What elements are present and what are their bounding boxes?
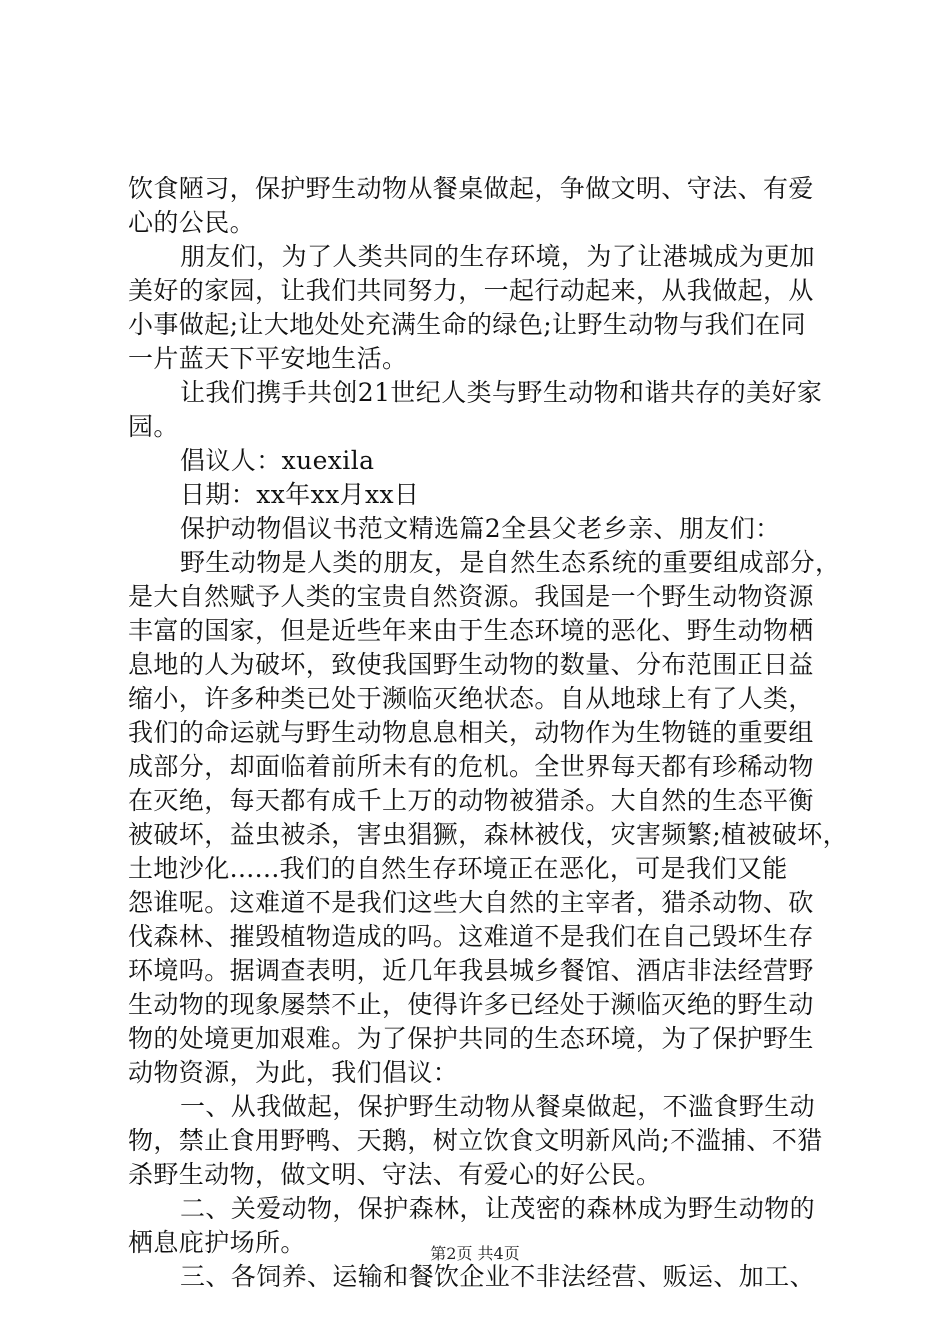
signatory-line: 倡议人：xuexila — [180, 446, 375, 475]
text-line: 杀野生动物，做文明、守法、有爱心的好公民。 — [128, 1160, 662, 1189]
text-line: 生动物的现象屡禁不止，使得许多已经处于濒临灭绝的野生动 — [128, 990, 814, 1019]
text-line: 美好的家园，让我们共同努力，一起行动起来，从我做起，从 — [128, 276, 814, 305]
text-line: 息地的人为破坏，致使我国野生动物的数量、分布范围正日益 — [128, 650, 814, 679]
text-line: 被破坏，益虫被杀，害虫猖獗，森林被伐，灾害频繁;植被破坏， — [128, 820, 849, 849]
page-footer — [0, 1243, 950, 1265]
text-line: 二、关爱动物，保护森林，让茂密的森林成为野生动物的 — [180, 1194, 816, 1223]
text-line: 小事做起;让大地处处充满生命的绿色;让野生动物与我们在同 — [128, 310, 807, 339]
text-line: 三、各饲养、运输和餐饮企业不非法经营、贩运、加工、 — [180, 1262, 816, 1291]
section-heading: 保护动物倡议书范文精选篇2全县父老乡亲、朋友们： — [180, 514, 781, 543]
text-line: 是大自然赋予人类的宝贵自然资源。我国是一个野生动物资源 — [128, 582, 814, 611]
page-number: 第2页 共4页 — [430, 1244, 520, 1263]
text-line: 缩小，许多种类已处于濒临灭绝状态。自从地球上有了人类， — [128, 684, 814, 713]
text-line: 栖息庇护场所。 — [128, 1228, 306, 1257]
text-line: 一片蓝天下平安地生活。 — [128, 344, 408, 373]
text-line: 土地沙化......我们的自然生存环境正在恶化，可是我们又能 — [128, 854, 788, 883]
text-line: 动物资源，为此，我们倡议： — [128, 1058, 459, 1087]
text-line: 野生动物是人类的朋友，是自然生态系统的重要组成部分， — [180, 548, 841, 577]
text-line: 在灭绝，每天都有成千上万的动物被猎杀。大自然的生态平衡 — [128, 786, 814, 815]
text-line: 饮食陋习，保护野生动物从餐桌做起，争做文明、守法、有爱 — [128, 174, 814, 203]
text-line: 伐森林、摧毁植物造成的吗。这难道不是我们在自己毁坏生存 — [128, 922, 814, 951]
text-line: 成部分，却面临着前所未有的危机。全世界每天都有珍稀动物 — [128, 752, 814, 781]
text-line: 一、从我做起，保护野生动物从餐桌做起，不滥食野生动 — [180, 1092, 816, 1121]
text-line: 朋友们，为了人类共同的生存环境，为了让港城成为更加 — [180, 242, 816, 271]
text-line: 丰富的国家，但是近些年来由于生态环境的恶化、野生动物栖 — [128, 616, 814, 645]
text-line: 物的处境更加艰难。为了保护共同的生态环境，为了保护野生 — [128, 1024, 814, 1053]
document-body — [128, 172, 849, 1294]
text-line: 园。 — [128, 412, 179, 441]
text-line: 我们的命运就与野生动物息息相关，动物作为生物链的重要组 — [128, 718, 814, 747]
text-line: 环境吗。据调查表明，近几年我县城乡餐馆、酒店非法经营野 — [128, 956, 814, 985]
text-line: 怨谁呢。这难道不是我们这些大自然的主宰者，猎杀动物、砍 — [128, 888, 814, 917]
text-line: 物，禁止食用野鸭、天鹅，树立饮食文明新风尚;不滥捕、不猎 — [128, 1126, 823, 1155]
date-line: 日期：xx年xx月xx日 — [180, 480, 420, 509]
text-line: 让我们携手共创21世纪人类与野生动物和谐共存的美好家 — [180, 378, 823, 407]
text-line: 心的公民。 — [128, 208, 256, 237]
